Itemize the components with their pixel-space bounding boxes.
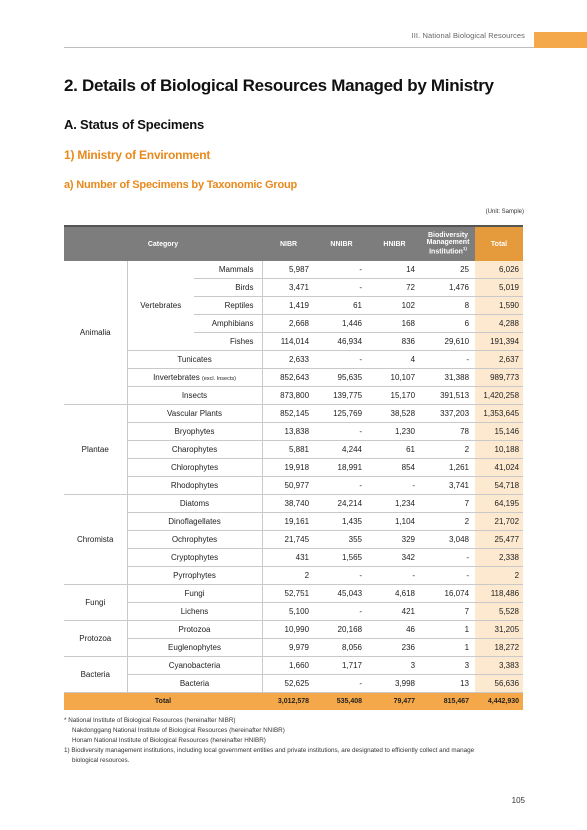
table-row: [64, 531, 523, 549]
cell-nnibr: 18,991: [315, 459, 368, 477]
row-label: Pyrrophytes: [127, 567, 262, 585]
cell-nnibr: 1,435: [315, 513, 368, 531]
cell-bmi: 2: [421, 513, 475, 531]
row-label: Euglenophytes: [127, 639, 262, 657]
cell-hnibr: 854: [368, 459, 421, 477]
cell-nnibr: 355: [315, 531, 368, 549]
cell-hnibr: 421: [368, 603, 421, 621]
cell-hnibr: 1,104: [368, 513, 421, 531]
row-label: Ochrophytes: [127, 531, 262, 549]
cell-total: 10,188: [475, 441, 523, 459]
cell-nnibr: -: [315, 279, 368, 297]
group-vertebrates: Vertebrates: [127, 261, 194, 351]
cell-hnibr: 329: [368, 531, 421, 549]
row-label: Rhodophytes: [127, 477, 262, 495]
total-nibr: 3,012,578: [262, 693, 315, 711]
cell-hnibr: -: [368, 477, 421, 495]
cell-nnibr: -: [315, 261, 368, 279]
table-header-row: [64, 226, 523, 261]
cell-nnibr: -: [315, 351, 368, 369]
cell-nibr: 5,987: [262, 261, 315, 279]
running-header: III. National Biological Resources: [411, 31, 525, 40]
cell-bmi: -: [421, 549, 475, 567]
total-nnibr: 535,408: [315, 693, 368, 711]
table-row: [64, 423, 523, 441]
cell-total: 5,019: [475, 279, 523, 297]
cell-nibr: 3,471: [262, 279, 315, 297]
cell-nibr: 2: [262, 567, 315, 585]
col-bmi-label: Biodiversity Management Institution: [426, 232, 470, 256]
cell-nibr: 13,838: [262, 423, 315, 441]
table-row: [64, 675, 523, 693]
cell-bmi: 31,388: [421, 369, 475, 387]
cell-total: 25,477: [475, 531, 523, 549]
cell-bmi: -: [421, 567, 475, 585]
cell-total: 6,026: [475, 261, 523, 279]
col-hnibr: HNIBR: [368, 226, 421, 261]
cell-bmi: 337,203: [421, 405, 475, 423]
row-label-text: Invertebrates: [153, 373, 200, 382]
table-heading: a) Number of Specimens by Taxonomic Group: [64, 179, 298, 191]
cell-hnibr: 38,528: [368, 405, 421, 423]
table-row: [64, 513, 523, 531]
cell-total: 15,146: [475, 423, 523, 441]
footnote-bmi: 1) Biodiversity management institutions, including local government entities and private institutions, are designated to efficiently collect and manage: [64, 747, 475, 754]
cell-bmi: 3,048: [421, 531, 475, 549]
total-row: [64, 693, 523, 711]
cell-hnibr: 102: [368, 297, 421, 315]
col-total: Total: [475, 226, 523, 261]
row-label: Bryophytes: [127, 423, 262, 441]
cell-nnibr: 45,043: [315, 585, 368, 603]
cell-total: 56,636: [475, 675, 523, 693]
cell-nibr: 1,419: [262, 297, 315, 315]
row-label-note: (excl. Insects): [202, 376, 236, 382]
table-row: [64, 567, 523, 585]
cell-bmi: 1,476: [421, 279, 475, 297]
page-number: 105: [511, 796, 525, 805]
table-row: [64, 477, 523, 495]
cell-nibr: 19,161: [262, 513, 315, 531]
total-bmi: 815,467: [421, 693, 475, 711]
cell-nibr: 431: [262, 549, 315, 567]
cell-nibr: 852,643: [262, 369, 315, 387]
cell-bmi: 2: [421, 441, 475, 459]
cell-total: 54,718: [475, 477, 523, 495]
row-label: Cyanobacteria: [127, 657, 262, 675]
cell-hnibr: 836: [368, 333, 421, 351]
unit-label: (Unit: Sample): [485, 209, 524, 215]
header-rule: [64, 47, 534, 48]
cell-total: 31,205: [475, 621, 523, 639]
col-nnibr: NNIBR: [315, 226, 368, 261]
table-row: [64, 387, 523, 405]
cell-total: 41,024: [475, 459, 523, 477]
table-row: [64, 405, 523, 423]
cell-bmi: 7: [421, 603, 475, 621]
cell-nibr: 52,751: [262, 585, 315, 603]
cell-nnibr: 1,717: [315, 657, 368, 675]
cell-nibr: 38,740: [262, 495, 315, 513]
cell-hnibr: 14: [368, 261, 421, 279]
cell-hnibr: 61: [368, 441, 421, 459]
table-row: [64, 657, 523, 675]
row-label: Charophytes: [127, 441, 262, 459]
cell-total: 2,637: [475, 351, 523, 369]
row-label: Chlorophytes: [127, 459, 262, 477]
subsection-heading: 1) Ministry of Environment: [64, 148, 211, 162]
row-label: Vascular Plants: [127, 405, 262, 423]
row-label: Protozoa: [127, 621, 262, 639]
cell-nnibr: -: [315, 477, 368, 495]
cell-nnibr: 4,244: [315, 441, 368, 459]
footnote-nnibr: Nakdonggang National Institute of Biological Resources (hereinafter NNIBR): [72, 727, 285, 734]
cell-nnibr: 139,775: [315, 387, 368, 405]
footnote-bmi-cont: biological resources.: [72, 757, 130, 764]
footnotes: [64, 716, 534, 766]
header-accent-tab: [534, 32, 587, 48]
cell-nnibr: 46,934: [315, 333, 368, 351]
table-row: [64, 261, 523, 279]
cell-nnibr: 24,214: [315, 495, 368, 513]
table-row: [64, 585, 523, 603]
cell-total: 118,486: [475, 585, 523, 603]
row-label: Bacteria: [127, 675, 262, 693]
row-label: Dinoflagellates: [127, 513, 262, 531]
cell-hnibr: 1,230: [368, 423, 421, 441]
cell-bmi: 1: [421, 621, 475, 639]
cell-nnibr: 1,565: [315, 549, 368, 567]
cell-total: 1,353,645: [475, 405, 523, 423]
cell-nnibr: -: [315, 423, 368, 441]
cell-nibr: 50,977: [262, 477, 315, 495]
cell-bmi: 3: [421, 657, 475, 675]
row-label: Fungi: [127, 585, 262, 603]
cell-bmi: 25: [421, 261, 475, 279]
kingdom-protozoa: Protozoa: [64, 621, 127, 657]
cell-nibr: 114,014: [262, 333, 315, 351]
table-row: [64, 621, 523, 639]
cell-total: 191,394: [475, 333, 523, 351]
cell-nnibr: -: [315, 603, 368, 621]
section-heading: A. Status of Specimens: [64, 117, 205, 132]
cell-nnibr: 95,635: [315, 369, 368, 387]
cell-bmi: 13: [421, 675, 475, 693]
row-label: Fishes: [194, 333, 262, 351]
table-row: [64, 549, 523, 567]
row-label: Mammals: [194, 261, 262, 279]
table-row: [64, 441, 523, 459]
table-row: [64, 351, 523, 369]
cell-hnibr: 236: [368, 639, 421, 657]
cell-bmi: 16,074: [421, 585, 475, 603]
cell-nibr: 9,979: [262, 639, 315, 657]
specimen-table: [64, 225, 523, 710]
cell-nibr: 2,668: [262, 315, 315, 333]
table-row: [64, 459, 523, 477]
cell-bmi: 391,513: [421, 387, 475, 405]
cell-total: 2,338: [475, 549, 523, 567]
cell-nibr: 2,633: [262, 351, 315, 369]
row-label: Insects: [127, 387, 262, 405]
cell-total: 21,702: [475, 513, 523, 531]
row-label: Tunicates: [127, 351, 262, 369]
cell-bmi: 8: [421, 297, 475, 315]
kingdom-plantae: Plantae: [64, 405, 127, 495]
col-bmi: [421, 226, 475, 261]
row-label: [127, 369, 262, 387]
cell-nibr: 5,100: [262, 603, 315, 621]
row-label: Lichens: [127, 603, 262, 621]
cell-bmi: 1,261: [421, 459, 475, 477]
row-label: Cryptophytes: [127, 549, 262, 567]
cell-hnibr: 46: [368, 621, 421, 639]
kingdom-bacteria: Bacteria: [64, 657, 127, 693]
cell-bmi: 29,610: [421, 333, 475, 351]
cell-hnibr: 168: [368, 315, 421, 333]
cell-nibr: 19,918: [262, 459, 315, 477]
row-label: Amphibians: [194, 315, 262, 333]
cell-bmi: 3,741: [421, 477, 475, 495]
cell-hnibr: 1,234: [368, 495, 421, 513]
cell-bmi: -: [421, 351, 475, 369]
cell-nibr: 1,660: [262, 657, 315, 675]
cell-nibr: 10,990: [262, 621, 315, 639]
cell-hnibr: 4,618: [368, 585, 421, 603]
cell-total: 3,383: [475, 657, 523, 675]
cell-total: 64,195: [475, 495, 523, 513]
col-category: Category: [64, 226, 262, 261]
cell-total: 18,272: [475, 639, 523, 657]
cell-nnibr: 1,446: [315, 315, 368, 333]
table-row: [64, 495, 523, 513]
total-label: Total: [64, 693, 262, 711]
total-hnibr: 79,477: [368, 693, 421, 711]
cell-total: 989,773: [475, 369, 523, 387]
cell-total: 2: [475, 567, 523, 585]
cell-total: 4,288: [475, 315, 523, 333]
kingdom-fungi: Fungi: [64, 585, 127, 621]
cell-hnibr: 72: [368, 279, 421, 297]
col-bmi-footnote: 1): [462, 246, 467, 252]
cell-nnibr: 20,168: [315, 621, 368, 639]
cell-nnibr: -: [315, 567, 368, 585]
total-total: 4,442,930: [475, 693, 523, 711]
cell-nibr: 21,745: [262, 531, 315, 549]
cell-bmi: 6: [421, 315, 475, 333]
kingdom-animalia: Animalia: [64, 261, 127, 405]
cell-nnibr: 61: [315, 297, 368, 315]
table-row: [64, 603, 523, 621]
cell-hnibr: 10,107: [368, 369, 421, 387]
cell-total: 1,590: [475, 297, 523, 315]
cell-bmi: 78: [421, 423, 475, 441]
page-title: 2. Details of Biological Resources Managed by Ministry: [64, 76, 494, 95]
cell-bmi: 7: [421, 495, 475, 513]
cell-hnibr: -: [368, 567, 421, 585]
cell-hnibr: 3,998: [368, 675, 421, 693]
cell-total: 5,528: [475, 603, 523, 621]
table-row: [64, 639, 523, 657]
cell-hnibr: 4: [368, 351, 421, 369]
cell-hnibr: 342: [368, 549, 421, 567]
cell-nibr: 5,881: [262, 441, 315, 459]
cell-nibr: 52,625: [262, 675, 315, 693]
row-label: Diatoms: [127, 495, 262, 513]
footnote-nibr: * National Institute of Biological Resources (hereinafter NIBR): [64, 717, 236, 724]
row-label: Birds: [194, 279, 262, 297]
cell-hnibr: 15,170: [368, 387, 421, 405]
cell-nnibr: 8,056: [315, 639, 368, 657]
table-row: [64, 369, 523, 387]
cell-bmi: 1: [421, 639, 475, 657]
footnote-hnibr: Honam National Institute of Biological Resources (hereinafter HNIBR): [72, 737, 266, 744]
kingdom-chromista: Chromista: [64, 495, 127, 585]
cell-nibr: 873,800: [262, 387, 315, 405]
cell-nibr: 852,145: [262, 405, 315, 423]
col-nibr: NIBR: [262, 226, 315, 261]
row-label: Reptiles: [194, 297, 262, 315]
cell-hnibr: 3: [368, 657, 421, 675]
cell-nnibr: -: [315, 675, 368, 693]
cell-nnibr: 125,769: [315, 405, 368, 423]
cell-total: 1,420,258: [475, 387, 523, 405]
